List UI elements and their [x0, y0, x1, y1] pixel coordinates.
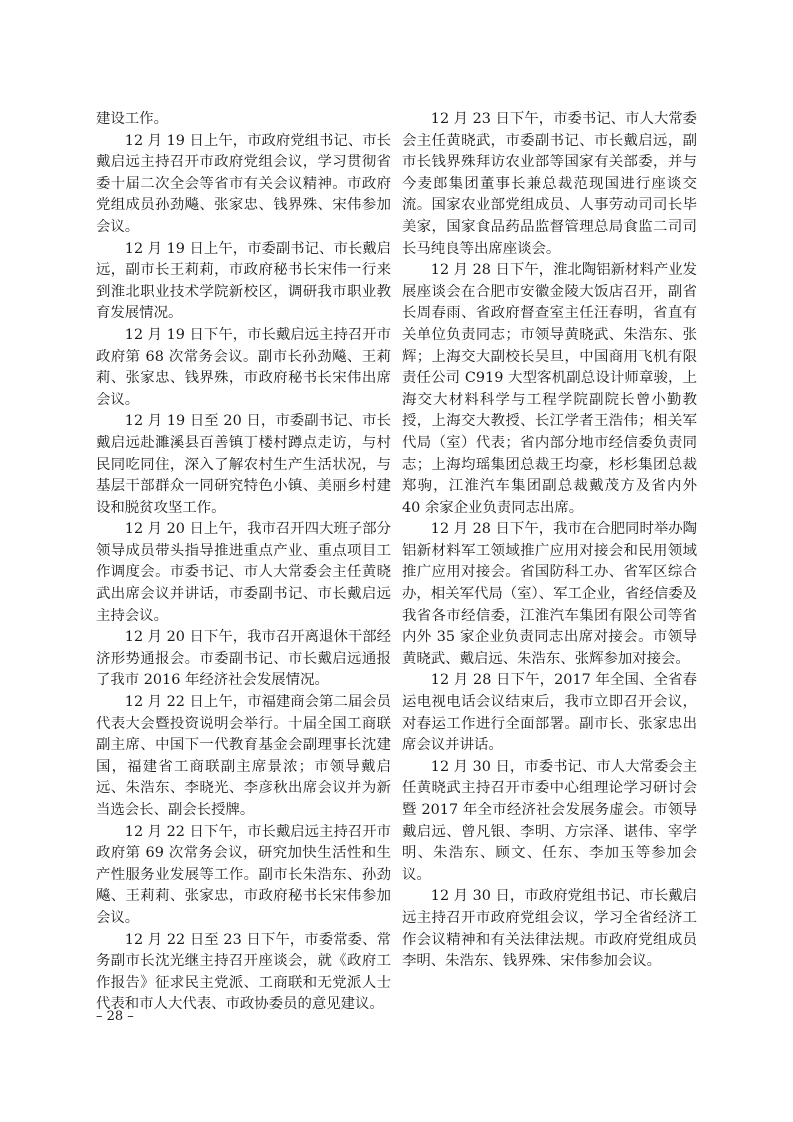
- paragraph: 12 月 28 日下午，我市在合肥同时举办陶铝新材料军工领域推广应用对接会和民用领域推广应用对接会。省国防科工办、省军区综合办，相关军代局（室）、军工企业，省经信委及我省各市经信委，江淮汽车集团有限公司等省内外 35 家企业负责同志出席对接会。市领导黄晓武、戴启远、朱浩东、张辉参加对接会。: [402, 521, 698, 667]
- paragraph: 12 月 19 日下午，市长戴启远主持召开市政府第 68 次常务会议。副市长孙劲飚、王莉莉、张家忠、钱界殊，市政府秘书长宋伟出席会议。: [96, 326, 392, 408]
- page-number: – 28 –: [96, 1009, 134, 1024]
- paragraph: 12 月 22 日上午，市福建商会第二届会员代表大会暨投资说明会举行。十届全国工商联副主席、中国下一代教育基金会副理事长沈建国，福建省工商联副主席景浓；市领导戴启远、朱浩东、李晓光、李彦秋出席会议并为新当选会长、副会长授牌。: [96, 694, 392, 818]
- paragraph: 12 月 23 日下午，市委书记、市人大常委会主任黄晓武，市委副书记、市长戴启远，副市长钱界殊拜访农业部等国家有关部委，并与今麦郎集团董事长兼总裁范现国进行座谈交流。国家农业部党组成员、人事劳动司司长毕美家，国家食品药品监督管理总局食监二司司长马纯良等出席座谈会。: [402, 111, 698, 257]
- paragraph: 12 月 22 日下午，市长戴启远主持召开市政府第 69 次常务会议，研究加快生活性和生产性服务业发展等工作。副市长朱浩东、孙劲飚、王莉莉、张家忠，市政府秘书长宋伟参加会议。: [96, 823, 392, 926]
- paragraph: 12 月 28 日下午，2017 年全国、全省春运电视电话会议结束后，我市立即召开会议，对春运工作进行全面部署。副市长、张家忠出席会议并讲话。: [402, 672, 697, 754]
- left-column: [96, 109, 391, 1016]
- paragraph: 12 月 22 日至 23 日下午，市委常委、常务副市长沈光继主持召开座谈会，就《政府工作报告》征求民主党派、工商联和无党派人士代表和市人大代表、市政协委员的意见建议。: [96, 931, 391, 1013]
- right-column: [402, 109, 697, 973]
- paragraph: 12 月 19 日上午，市委副书记、市长戴启远，副市长王莉莉，市政府秘书长宋伟一行来到淮北职业技术学院新校区，调研我市职业教育发展情况。: [96, 240, 392, 322]
- paragraph: 12 月 19 日至 20 日，市委副书记、市长戴启远赴濉溪县百善镇丁楼村蹲点走访，与村民同吃同住，深入了解农村生产生活状况，与基层干部群众一同研究特色小镇、美丽乡村建设和脱贫攻坚工作。: [96, 413, 391, 516]
- paragraph: 12 月 28 日下午，淮北陶铝新材料产业发展座谈会在合肥市安徽金陵大饭店召开，副省长周春雨、省政府督查室主任汪春明，省直有关单位负责同志；市领导黄晓武、朱浩东、张辉；上海交大副校长吴旦，中国商用飞机有限责任公司 C919 大型客机副总设计师章骏，上海交大材料科学与工程学院副院长曾小勤教授，上海交大教授、长江学者王浩伟；相关军代局（室）代表；省内部分地市经信委负责同志；上海均瑶集团总裁王均豪，杉杉集团总裁郑驹，江淮汽车集团副总裁戴茂方及省内外 40 余家企业负责同志出席。: [402, 262, 698, 516]
- paragraph: 12 月 20 日下午，我市召开离退休干部经济形势通报会。市委副书记、市长戴启远通报了我市 2016 年经济社会发展情况。: [96, 629, 392, 689]
- paragraph: 建设工作。: [96, 111, 168, 127]
- paragraph: 12 月 20 日上午，我市召开四大班子部分领导成员带头指导推进重点产业、重点项目工作调度会。市委书记、市人大常委会主任黄晓武出席会议并讲话，市委副书记、市长戴启远主持会议。: [96, 521, 392, 624]
- paragraph: 12 月 30 日，市委书记、市人大常委会主任黄晓武主持召开市委中心组理论学习研讨会暨 2017 年全市经济社会发展务虚会。市领导戴启远、曾凡银、李明、方宗泽、谌伟、宰学明、朱浩东、顾文、任东、李加玉等参加会议。: [402, 758, 698, 883]
- paragraph: 12 月 30 日，市政府党组书记、市长戴启远主持召开市政府党组会议，学习全省经济工作会议精神和有关法律法规。市政府党组成员李明、朱浩东、钱界殊、宋伟参加会议。: [402, 888, 698, 970]
- paragraph: 12 月 19 日上午，市政府党组书记、市长戴启远主持召开市政府党组会议，学习贯彻省委十届二次全会等省市有关会议精神。市政府党组成员孙劲飚、张家忠、钱界殊、宋伟参加会议。: [96, 132, 392, 235]
